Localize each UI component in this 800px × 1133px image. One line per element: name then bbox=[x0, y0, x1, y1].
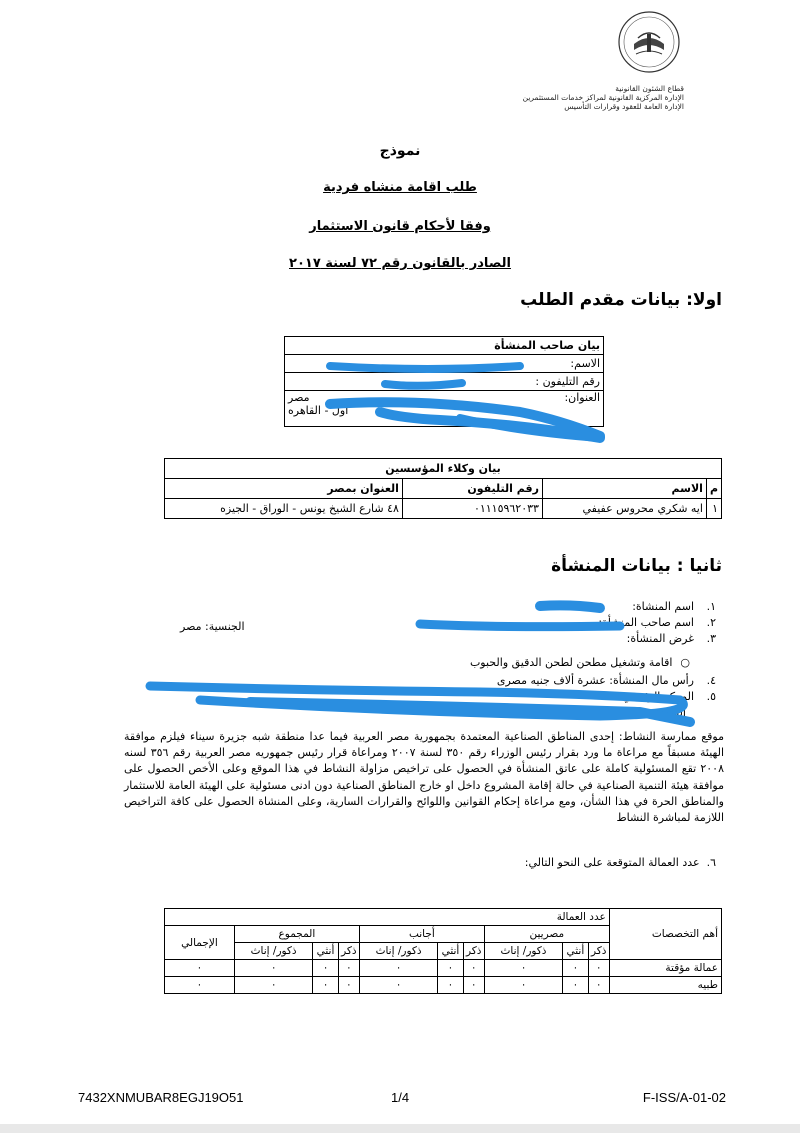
col-name-header: الاسم bbox=[542, 479, 706, 499]
org-line-3: الإدارة العامة للعقود وقرارات التأسيس bbox=[564, 102, 684, 111]
form-title: نموذج bbox=[379, 143, 421, 159]
section-applicant-title: اولا: بيانات مقدم الطلب bbox=[520, 290, 722, 310]
page-number: 1/4 bbox=[391, 1090, 410, 1105]
row-label: طبيه bbox=[609, 977, 721, 994]
cell: ٠ bbox=[438, 977, 463, 994]
col-egyptians: مصريين bbox=[484, 926, 609, 943]
list-item: ٤. رأس مال المنشأة: عشرة ألاف جنيه مصرى bbox=[496, 674, 716, 687]
col-total: المجموع bbox=[234, 926, 359, 943]
city-line: القاهره bbox=[653, 706, 686, 719]
owner-phone-cell: رقم التليفون : bbox=[285, 373, 604, 391]
list-item: ٢. اسم صاحب المنشأة: bbox=[598, 616, 716, 629]
male-header: ذكر bbox=[588, 943, 609, 960]
col-specialties: أهم التخصصات bbox=[609, 909, 721, 960]
cell: ٠ bbox=[234, 977, 312, 994]
section-establishment-title: ثانيا : بيانات المنشأة bbox=[551, 556, 722, 576]
cell: ٠ bbox=[563, 977, 588, 994]
nationality: الجنسية: مصر bbox=[180, 620, 245, 633]
gafi-logo-icon bbox=[614, 10, 684, 74]
agent-num: ١ bbox=[706, 499, 721, 519]
agents-table-title: بيان وكلاء المؤسسين bbox=[165, 459, 722, 479]
table-row bbox=[165, 960, 722, 977]
cell: ٠ bbox=[313, 977, 338, 994]
male-female-header: ذكور/ إناث bbox=[359, 943, 437, 960]
cell: ٠ bbox=[484, 960, 562, 977]
list-item: ١. اسم المنشاة: bbox=[632, 600, 716, 613]
employment-item: ٦. عدد العمالة المتوقعة على النحو التالي: bbox=[524, 856, 716, 869]
cell: ٠ bbox=[165, 960, 235, 977]
male-female-header: ذكور/ إناث bbox=[234, 943, 312, 960]
cell: ٠ bbox=[234, 960, 312, 977]
male-header: ذكر bbox=[338, 943, 359, 960]
law-number-title: الصادر بالقانون رقم ٧٢ لسنة ٢٠١٧ bbox=[289, 256, 511, 271]
cell: ٠ bbox=[438, 960, 463, 977]
agent-phone: ٠١١١٥٩٦٢٠٣٣ bbox=[402, 499, 542, 519]
male-header: ذكر bbox=[463, 943, 484, 960]
row-label: عمالة مؤقتة bbox=[609, 960, 721, 977]
female-header: أنثي bbox=[313, 943, 338, 960]
form-id: F-ISS/A-01-02 bbox=[642, 1090, 726, 1105]
cell: ٠ bbox=[165, 977, 235, 994]
cell: ٠ bbox=[463, 960, 484, 977]
owner-address-cell: العنوان: مصر اول - القاهره bbox=[285, 391, 604, 427]
law-title: وفقا لأحكام قانون الاستثمار bbox=[309, 219, 491, 234]
list-item: ٣. غرض المنشأة: bbox=[626, 632, 716, 645]
cell: ٠ bbox=[563, 960, 588, 977]
cell: ٠ bbox=[484, 977, 562, 994]
col-phone-header: رقم التليفون bbox=[402, 479, 542, 499]
organization-header bbox=[464, 84, 684, 111]
request-title: طلب اقامة منشاه فردية bbox=[323, 180, 477, 195]
table-row bbox=[165, 499, 722, 519]
table-row bbox=[165, 977, 722, 994]
cell: ٠ bbox=[359, 960, 437, 977]
purpose-item: ○اقامة وتشغيل مطحن لطحن الدقيق والحبوب bbox=[469, 656, 690, 669]
activity-location-paragraph: موقع ممارسة النشاط: إحدى المناطق الصناعية المعتمدة بجمهورية مصر العربية فيما عدا منطقة شبه جزيرة سيناء فيلزم موافقة الهيئة مسبقاً مع مراعاة ما ورد بقرار رئيس الوزراء رقم ٣٥٠ لسنة ٢٠٠٧ ومراعاة قرار رئيس جمهوريه مصر العربية رقم ٣٥٦ لسنه ٢٠٠٨ تقع المسئولية كاملة على عاتق المنشأة في الحصول على تراخيص مزاولة النشاط في هذا الموقع وعلى الأخص الحصول على موافقة هيئة التنمية الصناعية في حالة إقامة المشروع داخل او خارج المناطق الصناعية دون ادنى مسئولية على الهيئة العامة للاستثمار والمناطق الحرة في هذا الشأن، ومع مراعاة إحكام القوانين واللوائح والقرارات السارية، وعلى المنشاة الحصول على كافة التراخيص اللازمة لمباشرة النشاط bbox=[124, 730, 724, 825]
employment-table bbox=[164, 908, 722, 994]
col-num-header: م bbox=[706, 479, 721, 499]
female-header: أنثي bbox=[438, 943, 463, 960]
col-grand-total: الإجمالي bbox=[165, 926, 235, 960]
cell: ٠ bbox=[338, 977, 359, 994]
list-item: ٥. المركز الرئيسي: bbox=[618, 690, 716, 703]
agents-table bbox=[164, 458, 722, 519]
agent-name: ايه شكري محروس عفيفي bbox=[542, 499, 706, 519]
owner-table-header: بيان صاحب المنشأة bbox=[285, 337, 604, 355]
col-address-header: العنوان بمصر bbox=[165, 479, 403, 499]
agent-address: ٤٨ شارع الشيخ يونس - الوراق - الجيزه bbox=[165, 499, 403, 519]
male-female-header: ذكور/ إناث bbox=[484, 943, 562, 960]
cell: ٠ bbox=[338, 960, 359, 977]
col-labor: عدد العمالة bbox=[165, 909, 610, 926]
cell: ٠ bbox=[313, 960, 338, 977]
female-header: أنثي bbox=[563, 943, 588, 960]
org-line-1: قطاع الشئون القانونية bbox=[615, 84, 684, 93]
owner-name-cell: الاسم: bbox=[285, 355, 604, 373]
cell: ٠ bbox=[588, 960, 609, 977]
cell: ٠ bbox=[588, 977, 609, 994]
footer-code: 7432XNMUBAR8EGJ19O51 bbox=[78, 1090, 244, 1105]
owner-table bbox=[284, 336, 604, 427]
cell: ٠ bbox=[463, 977, 484, 994]
org-line-2: الإدارة المركزية القانونية لمراكز خدمات المستثمرين bbox=[522, 93, 684, 102]
col-foreigners: أجانب bbox=[359, 926, 484, 943]
bottom-bar bbox=[0, 1124, 800, 1133]
cell: ٠ bbox=[359, 977, 437, 994]
